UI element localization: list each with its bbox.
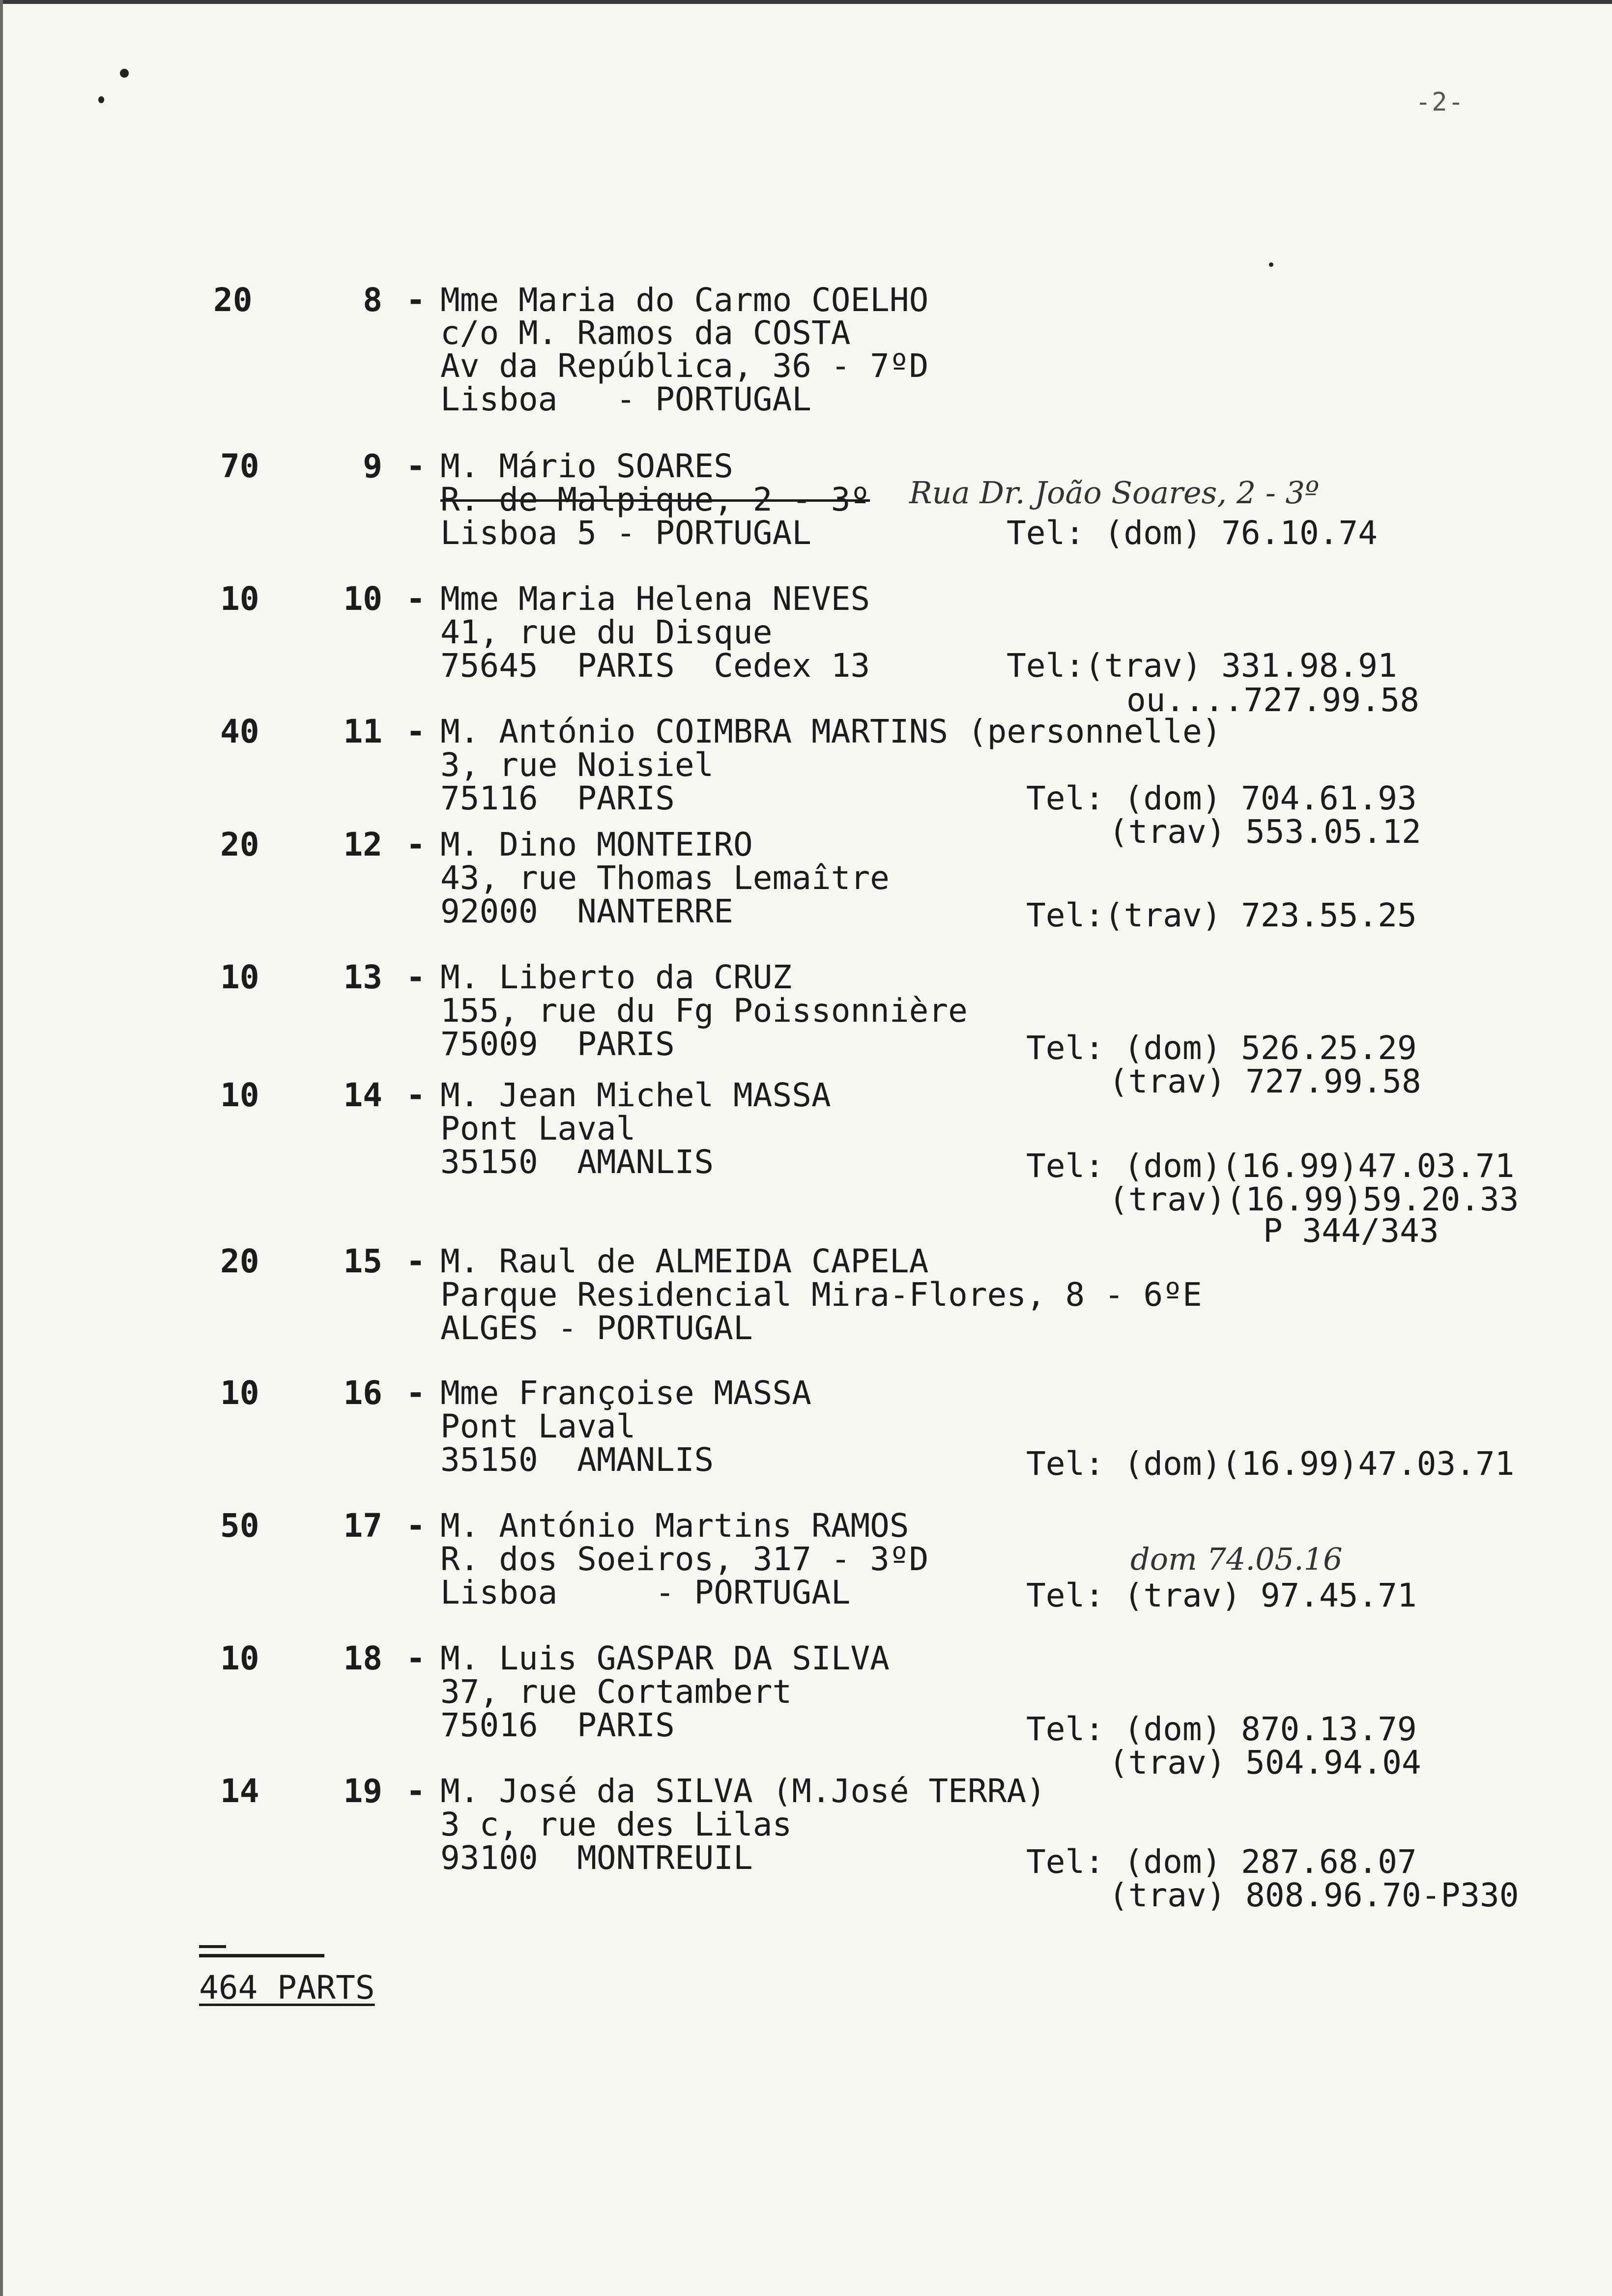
quantity-value: 10 bbox=[220, 1639, 259, 1677]
address-line: 41, rue du Disque bbox=[440, 613, 773, 651]
recipient-name: M. Raul de ALMEIDA CAPELA bbox=[440, 1242, 929, 1280]
recipient-name: Mme Maria Helena NEVES bbox=[440, 580, 870, 618]
address-line: ALGES - PORTUGAL bbox=[440, 1309, 753, 1347]
recipient-name: Mme Maria do Carmo COELHO bbox=[440, 281, 929, 319]
recipient-name: Mme Françoise MASSA bbox=[440, 1374, 811, 1412]
ink-speck bbox=[120, 69, 129, 78]
page-top-edge bbox=[0, 0, 1612, 4]
entry-number: 10 bbox=[343, 580, 382, 618]
quantity-value: 40 bbox=[220, 713, 259, 750]
quantity-value: 50 bbox=[220, 1507, 259, 1545]
ink-speck bbox=[98, 96, 104, 103]
quantity-value: 10 bbox=[220, 958, 259, 996]
phone-number: (trav)(16.99)59.20.33 bbox=[1109, 1180, 1519, 1218]
recipient-name: M. Mário SOARES bbox=[440, 447, 734, 485]
address-line: R. dos Soeiros, 317 - 3ºD bbox=[440, 1540, 929, 1578]
entry-dash: - bbox=[406, 580, 426, 618]
phone-number: Tel: (dom)(16.99)47.03.71 bbox=[1026, 1445, 1515, 1483]
phone-number: (trav) 808.96.70-P330 bbox=[1109, 1876, 1519, 1914]
entry-dash: - bbox=[406, 958, 426, 996]
phone-number: Tel: (dom) 526.25.29 bbox=[1026, 1029, 1417, 1067]
phone-number: ou....727.99.58 bbox=[1126, 681, 1420, 719]
phone-number: (trav) 504.94.04 bbox=[1109, 1744, 1421, 1781]
quantity-value: 20 bbox=[220, 826, 259, 863]
recipient-name: M. Jean Michel MASSA bbox=[440, 1076, 831, 1114]
address-line: 93100 MONTREUIL bbox=[440, 1839, 753, 1877]
address-line: 75016 PARIS bbox=[440, 1706, 675, 1744]
address-line: 43, rue Thomas Lemaître bbox=[440, 859, 890, 897]
recipient-name: M. António COIMBRA MARTINS (personnelle) bbox=[440, 713, 1222, 750]
entry-dash: - bbox=[406, 1374, 426, 1412]
entry-number: 18 bbox=[343, 1639, 382, 1677]
entry-number: 12 bbox=[343, 826, 382, 863]
handwritten-address: Rua Dr. João Soares, 2 - 3º bbox=[909, 475, 1320, 511]
entry-dash: - bbox=[406, 1639, 426, 1677]
quantity-value: 10 bbox=[220, 1076, 259, 1114]
address-line: Lisboa - PORTUGAL bbox=[440, 1574, 851, 1611]
address-line: 75116 PARIS bbox=[440, 779, 675, 817]
quantity-value: 10 bbox=[220, 1374, 259, 1412]
entry-number: 19 bbox=[343, 1772, 382, 1810]
address-line: 155, rue du Fg Poissonnière bbox=[440, 992, 968, 1030]
entry-number: 15 bbox=[343, 1242, 382, 1280]
entry-dash: - bbox=[406, 447, 426, 485]
page-left-edge bbox=[0, 0, 3, 2296]
phone-number: (trav) 727.99.58 bbox=[1109, 1062, 1421, 1100]
address-line: Pont Laval bbox=[440, 1110, 636, 1148]
address-line: Lisboa 5 - PORTUGAL bbox=[440, 514, 811, 552]
handwritten-phone: dom 74.05.16 bbox=[1130, 1541, 1343, 1577]
entry-dash: - bbox=[406, 281, 426, 319]
phone-number: Tel:(trav) 331.98.91 bbox=[1007, 647, 1397, 685]
address-line: Av da República, 36 - 7ºD bbox=[440, 347, 929, 385]
recipient-name: M. António Martins RAMOS bbox=[440, 1507, 909, 1545]
address-line: 75645 PARIS Cedex 13 bbox=[440, 647, 870, 685]
phone-extension: P 344/343 bbox=[1263, 1212, 1439, 1250]
entry-number: 11 bbox=[343, 713, 382, 750]
phone-number: Tel: (dom) 76.10.74 bbox=[1007, 514, 1378, 552]
quantity-value: 20 bbox=[220, 1242, 259, 1280]
total-rule bbox=[199, 1954, 324, 1957]
entry-dash: - bbox=[406, 1242, 426, 1280]
page-number: -2- bbox=[1415, 87, 1465, 117]
quantity-value: 14 bbox=[220, 1772, 259, 1810]
entry-dash: - bbox=[406, 826, 426, 863]
address-line: 92000 NANTERRE bbox=[440, 892, 734, 930]
entry-number: 17 bbox=[343, 1507, 382, 1545]
address-line: 35150 AMANLIS bbox=[440, 1143, 714, 1181]
address-line: Parque Residencial Mira-Flores, 8 - 6ºE bbox=[440, 1276, 1202, 1314]
address-line: Pont Laval bbox=[440, 1407, 636, 1445]
total-rule-short bbox=[199, 1945, 226, 1948]
recipient-name: M. Liberto da CRUZ bbox=[440, 958, 792, 996]
address-line: 3, rue Noisiel bbox=[440, 746, 714, 784]
phone-number: Tel: (trav) 97.45.71 bbox=[1026, 1577, 1417, 1614]
entry-dash: - bbox=[406, 1076, 426, 1114]
phone-number: Tel: (dom)(16.99)47.03.71 bbox=[1026, 1147, 1515, 1185]
entry-dash: - bbox=[406, 1507, 426, 1545]
recipient-name: M. Luis GASPAR DA SILVA bbox=[440, 1639, 890, 1677]
recipient-name: M. José da SILVA (M.José TERRA) bbox=[440, 1772, 1046, 1810]
entry-number: 14 bbox=[343, 1076, 382, 1114]
address-line: 3 c, rue des Lilas bbox=[440, 1806, 792, 1843]
entry-number: 8 bbox=[363, 281, 382, 319]
recipient-name: M. Dino MONTEIRO bbox=[440, 826, 753, 863]
address-line: 35150 AMANLIS bbox=[440, 1441, 714, 1479]
address-line: c/o M. Ramos da COSTA bbox=[440, 314, 851, 352]
phone-number: Tel: (dom) 704.61.93 bbox=[1026, 779, 1417, 817]
phone-number: Tel: (dom) 287.68.07 bbox=[1026, 1843, 1417, 1881]
quantity-value: 70 bbox=[220, 447, 259, 485]
quantity-value: 10 bbox=[220, 580, 259, 618]
quantity-value: 20 bbox=[213, 281, 253, 319]
entry-number: 13 bbox=[343, 958, 382, 996]
entry-dash: - bbox=[406, 713, 426, 750]
ink-speck bbox=[1269, 262, 1273, 267]
phone-number: Tel:(trav) 723.55.25 bbox=[1026, 896, 1417, 934]
address-line: 37, rue Cortambert bbox=[440, 1673, 792, 1711]
phone-number: (trav) 553.05.12 bbox=[1109, 813, 1421, 851]
phone-number: Tel: (dom) 870.13.79 bbox=[1026, 1710, 1417, 1748]
entry-number: 9 bbox=[363, 447, 382, 485]
struck-address-line: R. de Malpique, 2 - 3º bbox=[440, 481, 870, 518]
address-line: Lisboa - PORTUGAL bbox=[440, 380, 811, 418]
address-line: 75009 PARIS bbox=[440, 1025, 675, 1063]
entry-dash: - bbox=[406, 1772, 426, 1810]
total-parts: 464 PARTS bbox=[199, 1969, 375, 2007]
entry-number: 16 bbox=[343, 1374, 382, 1412]
